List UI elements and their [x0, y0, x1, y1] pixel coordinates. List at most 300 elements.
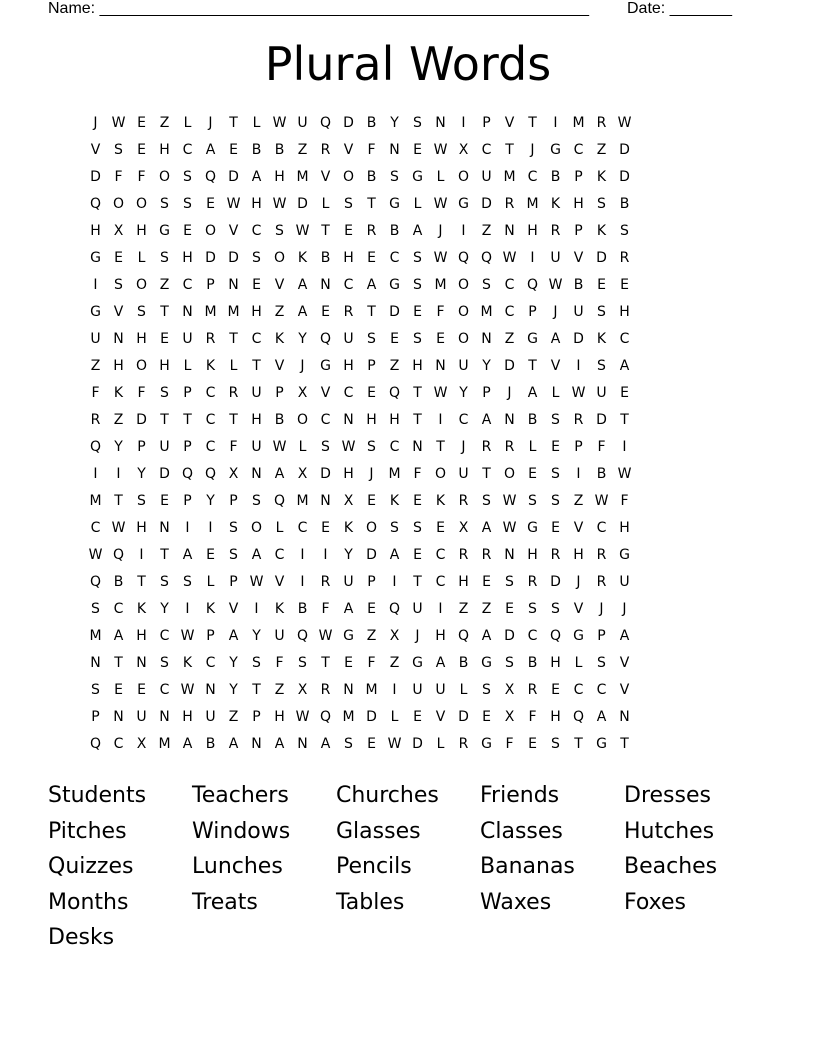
grid-letter[interactable]: Q [89, 196, 102, 212]
grid-letter[interactable]: Y [459, 385, 468, 401]
grid-letter[interactable]: T [367, 304, 376, 320]
grid-letter[interactable]: L [229, 358, 238, 374]
grid-letter[interactable]: P [206, 628, 215, 644]
grid-letter[interactable]: D [320, 466, 331, 482]
grid-letter[interactable]: U [550, 250, 561, 266]
grid-letter[interactable]: P [252, 709, 261, 725]
grid-letter[interactable]: J [415, 628, 420, 644]
grid-letter[interactable]: L [183, 115, 192, 131]
grid-letter[interactable]: K [389, 493, 400, 509]
grid-letter[interactable]: H [573, 196, 584, 212]
grid-letter[interactable]: M [89, 628, 102, 644]
grid-letter[interactable]: G [573, 628, 584, 644]
grid-letter[interactable]: H [619, 520, 630, 536]
grid-letter[interactable]: H [343, 358, 354, 374]
grid-letter[interactable]: X [113, 223, 124, 239]
grid-letter[interactable]: Q [204, 169, 217, 185]
grid-letter[interactable]: K [274, 331, 285, 347]
grid-letter[interactable]: F [275, 655, 284, 671]
grid-letter[interactable]: R [458, 736, 469, 752]
grid-letter[interactable]: N [297, 736, 308, 752]
grid-letter[interactable]: I [300, 547, 305, 563]
grid-letter[interactable]: Z [228, 709, 239, 725]
grid-letter[interactable]: W [617, 466, 632, 482]
grid-letter[interactable]: W [272, 115, 287, 131]
grid-letter[interactable]: P [183, 439, 192, 455]
grid-letter[interactable]: P [367, 358, 376, 374]
grid-letter[interactable]: W [272, 196, 287, 212]
grid-letter[interactable]: N [113, 709, 124, 725]
grid-letter[interactable]: I [461, 115, 466, 131]
grid-letter[interactable]: T [620, 736, 629, 752]
grid-letter[interactable]: N [251, 466, 262, 482]
grid-letter[interactable]: A [274, 736, 285, 752]
grid-letter[interactable]: P [597, 628, 606, 644]
grid-letter[interactable]: G [159, 223, 170, 239]
grid-letter[interactable]: N [343, 412, 354, 428]
grid-letter[interactable]: E [321, 520, 330, 536]
grid-letter[interactable]: Q [112, 547, 125, 563]
grid-letter[interactable]: E [551, 439, 560, 455]
grid-letter[interactable]: W [88, 547, 103, 563]
grid-letter[interactable]: J [553, 304, 558, 320]
grid-letter[interactable]: Q [181, 466, 194, 482]
grid-letter[interactable]: C [527, 169, 538, 185]
grid-letter[interactable]: B [113, 574, 124, 590]
grid-letter[interactable]: N [435, 358, 446, 374]
grid-letter[interactable]: E [413, 304, 422, 320]
grid-letter[interactable]: L [436, 736, 445, 752]
grid-letter[interactable]: W [433, 196, 448, 212]
grid-letter[interactable]: E [413, 493, 422, 509]
grid-letter[interactable]: B [366, 169, 377, 185]
grid-letter[interactable]: A [182, 547, 193, 563]
grid-letter[interactable]: G [389, 196, 400, 212]
grid-letter[interactable]: A [113, 628, 124, 644]
grid-letter[interactable]: Q [296, 628, 309, 644]
grid-letter[interactable]: U [205, 709, 216, 725]
grid-letter[interactable]: H [159, 142, 170, 158]
grid-letter[interactable]: L [321, 196, 330, 212]
grid-letter[interactable]: A [251, 169, 262, 185]
grid-letter[interactable]: D [596, 412, 607, 428]
grid-letter[interactable]: I [392, 574, 397, 590]
grid-letter[interactable]: N [228, 277, 239, 293]
grid-letter[interactable]: A [297, 304, 308, 320]
grid-letter[interactable]: E [229, 142, 238, 158]
grid-letter[interactable]: V [274, 358, 285, 374]
grid-letter[interactable]: K [205, 601, 216, 617]
grid-letter[interactable]: D [481, 196, 492, 212]
grid-letter[interactable]: B [596, 466, 607, 482]
grid-letter[interactable]: B [366, 115, 377, 131]
grid-letter[interactable]: K [596, 223, 607, 239]
grid-letter[interactable]: D [228, 169, 239, 185]
grid-letter[interactable]: T [229, 331, 238, 347]
grid-letter[interactable]: S [367, 331, 376, 347]
grid-letter[interactable]: I [185, 601, 190, 617]
grid-letter[interactable]: C [504, 304, 515, 320]
grid-letter[interactable]: T [114, 493, 123, 509]
grid-letter[interactable]: W [387, 736, 402, 752]
grid-letter[interactable]: C [205, 385, 216, 401]
grid-letter[interactable]: H [366, 412, 377, 428]
grid-letter[interactable]: S [413, 277, 422, 293]
grid-letter[interactable]: D [619, 169, 630, 185]
grid-letter[interactable]: E [597, 277, 606, 293]
grid-letter[interactable]: I [254, 601, 259, 617]
grid-letter[interactable]: C [389, 439, 400, 455]
grid-letter[interactable]: I [530, 250, 535, 266]
grid-letter[interactable]: H [527, 547, 538, 563]
grid-letter[interactable]: E [620, 385, 629, 401]
grid-letter[interactable]: C [251, 331, 262, 347]
grid-letter[interactable]: R [504, 439, 515, 455]
grid-letter[interactable]: A [389, 547, 400, 563]
grid-letter[interactable]: E [390, 331, 399, 347]
grid-letter[interactable]: U [251, 385, 262, 401]
grid-letter[interactable]: Y [229, 682, 238, 698]
grid-letter[interactable]: G [481, 736, 492, 752]
grid-letter[interactable]: H [113, 358, 124, 374]
grid-letter[interactable]: T [528, 358, 537, 374]
grid-letter[interactable]: E [367, 250, 376, 266]
grid-letter[interactable]: D [573, 331, 584, 347]
grid-letter[interactable]: C [205, 655, 216, 671]
grid-letter[interactable]: P [482, 385, 491, 401]
grid-letter[interactable]: T [321, 655, 330, 671]
grid-letter[interactable]: R [90, 412, 101, 428]
grid-letter[interactable]: S [390, 169, 399, 185]
grid-letter[interactable]: P [137, 439, 146, 455]
grid-letter[interactable]: G [619, 547, 630, 563]
grid-letter[interactable]: C [504, 277, 515, 293]
grid-letter[interactable]: E [114, 250, 123, 266]
grid-letter[interactable]: S [91, 682, 100, 698]
grid-letter[interactable]: F [137, 385, 146, 401]
grid-letter[interactable]: G [320, 358, 331, 374]
grid-letter[interactable]: X [343, 493, 354, 509]
grid-letter[interactable]: E [413, 709, 422, 725]
grid-letter[interactable]: E [436, 520, 445, 536]
grid-letter[interactable]: S [482, 277, 491, 293]
grid-letter[interactable]: A [228, 736, 239, 752]
grid-letter[interactable]: T [137, 574, 146, 590]
grid-letter[interactable]: F [436, 304, 445, 320]
grid-letter[interactable]: Q [457, 628, 470, 644]
grid-letter[interactable]: E [367, 493, 376, 509]
grid-letter[interactable]: A [596, 709, 607, 725]
grid-letter[interactable]: Z [458, 601, 469, 617]
grid-letter[interactable]: T [413, 385, 422, 401]
grid-letter[interactable]: W [502, 493, 517, 509]
grid-letter[interactable]: S [183, 196, 192, 212]
grid-letter[interactable]: G [596, 736, 607, 752]
grid-letter[interactable]: P [574, 439, 583, 455]
grid-letter[interactable]: U [159, 439, 170, 455]
grid-letter[interactable]: Z [596, 142, 607, 158]
grid-letter[interactable]: B [389, 223, 400, 239]
grid-letter[interactable]: E [321, 304, 330, 320]
grid-letter[interactable]: S [482, 682, 491, 698]
grid-letter[interactable]: A [481, 520, 492, 536]
grid-letter[interactable]: T [160, 412, 169, 428]
grid-letter[interactable]: Z [389, 655, 400, 671]
grid-letter[interactable]: W [502, 250, 517, 266]
grid-letter[interactable]: S [620, 223, 629, 239]
grid-letter[interactable]: I [461, 223, 466, 239]
grid-letter[interactable]: H [412, 358, 423, 374]
grid-letter[interactable]: H [182, 250, 193, 266]
grid-letter[interactable]: F [321, 601, 330, 617]
grid-letter[interactable]: C [205, 439, 216, 455]
grid-letter[interactable]: G [527, 520, 538, 536]
grid-letter[interactable]: W [433, 385, 448, 401]
grid-letter[interactable]: E [551, 682, 560, 698]
grid-letter[interactable]: A [619, 358, 630, 374]
grid-letter[interactable]: C [481, 142, 492, 158]
grid-letter[interactable]: B [297, 601, 308, 617]
grid-letter[interactable]: I [185, 520, 190, 536]
grid-letter[interactable]: F [505, 736, 514, 752]
grid-letter[interactable]: E [413, 142, 422, 158]
grid-letter[interactable]: E [206, 547, 215, 563]
grid-letter[interactable]: S [551, 466, 560, 482]
grid-letter[interactable]: Q [89, 439, 102, 455]
grid-letter[interactable]: A [343, 601, 354, 617]
grid-letter[interactable]: P [367, 574, 376, 590]
grid-letter[interactable]: H [435, 628, 446, 644]
grid-letter[interactable]: E [137, 142, 146, 158]
grid-letter[interactable]: W [249, 574, 264, 590]
grid-letter[interactable]: D [389, 304, 400, 320]
grid-letter[interactable]: Y [298, 331, 307, 347]
grid-letter[interactable]: S [229, 520, 238, 536]
grid-letter[interactable]: W [272, 439, 287, 455]
grid-letter[interactable]: N [320, 493, 331, 509]
grid-letter[interactable]: N [481, 331, 492, 347]
grid-letter[interactable]: R [504, 196, 515, 212]
grid-letter[interactable]: Q [457, 250, 470, 266]
grid-letter[interactable]: C [343, 277, 354, 293]
grid-letter[interactable]: Q [273, 493, 286, 509]
grid-letter[interactable]: P [229, 493, 238, 509]
grid-letter[interactable]: C [90, 520, 101, 536]
grid-letter[interactable]: Y [344, 547, 353, 563]
grid-letter[interactable]: Z [274, 304, 285, 320]
grid-letter[interactable]: U [136, 709, 147, 725]
grid-letter[interactable]: F [91, 385, 100, 401]
grid-letter[interactable]: V [573, 601, 584, 617]
grid-letter[interactable]: U [343, 574, 354, 590]
grid-letter[interactable]: G [90, 304, 101, 320]
grid-letter[interactable]: R [596, 115, 607, 131]
grid-letter[interactable]: B [274, 412, 285, 428]
grid-letter[interactable]: Z [389, 358, 400, 374]
grid-letter[interactable]: Z [90, 358, 101, 374]
grid-letter[interactable]: S [413, 115, 422, 131]
grid-letter[interactable]: W [226, 196, 241, 212]
grid-letter[interactable]: Z [159, 277, 170, 293]
grid-letter[interactable]: E [344, 655, 353, 671]
grid-letter[interactable]: H [343, 250, 354, 266]
grid-letter[interactable]: H [251, 196, 262, 212]
grid-letter[interactable]: R [596, 574, 607, 590]
grid-letter[interactable]: B [527, 655, 538, 671]
grid-letter[interactable]: J [507, 385, 512, 401]
grid-letter[interactable]: M [480, 304, 493, 320]
grid-letter[interactable]: B [527, 412, 538, 428]
grid-letter[interactable]: E [528, 736, 537, 752]
grid-letter[interactable]: C [435, 547, 446, 563]
grid-letter[interactable]: A [228, 628, 239, 644]
grid-letter[interactable]: T [160, 547, 169, 563]
grid-letter[interactable]: N [504, 547, 515, 563]
grid-letter[interactable]: W [594, 493, 609, 509]
grid-letter[interactable]: T [321, 223, 330, 239]
grid-letter[interactable]: I [323, 547, 328, 563]
grid-letter[interactable]: U [573, 304, 584, 320]
grid-letter[interactable]: H [90, 223, 101, 239]
grid-letter[interactable]: A [182, 736, 193, 752]
grid-letter[interactable]: U [297, 115, 308, 131]
grid-letter[interactable]: W [111, 115, 126, 131]
grid-letter[interactable]: L [436, 169, 445, 185]
grid-letter[interactable]: D [205, 250, 216, 266]
grid-letter[interactable]: V [619, 655, 630, 671]
grid-letter[interactable]: Z [481, 223, 492, 239]
grid-letter[interactable]: S [183, 169, 192, 185]
grid-letter[interactable]: U [412, 682, 423, 698]
grid-letter[interactable]: C [458, 412, 469, 428]
grid-letter[interactable]: G [527, 331, 538, 347]
grid-letter[interactable]: B [205, 736, 216, 752]
grid-letter[interactable]: Z [297, 142, 308, 158]
grid-letter[interactable]: N [136, 655, 147, 671]
grid-letter[interactable]: V [619, 682, 630, 698]
grid-letter[interactable]: Q [388, 385, 401, 401]
grid-letter[interactable]: J [300, 358, 305, 374]
grid-letter[interactable]: C [113, 601, 124, 617]
grid-letter[interactable]: R [481, 439, 492, 455]
grid-letter[interactable]: J [438, 223, 443, 239]
grid-letter[interactable]: S [275, 223, 284, 239]
grid-letter[interactable]: S [413, 331, 422, 347]
grid-letter[interactable]: O [457, 331, 470, 347]
grid-letter[interactable]: J [93, 115, 98, 131]
grid-letter[interactable]: S [551, 601, 560, 617]
grid-letter[interactable]: A [481, 628, 492, 644]
grid-letter[interactable]: A [320, 736, 331, 752]
grid-letter[interactable]: V [320, 169, 331, 185]
grid-letter[interactable]: Q [549, 628, 562, 644]
grid-letter[interactable]: X [458, 520, 469, 536]
grid-letter[interactable]: H [550, 655, 561, 671]
grid-letter[interactable]: D [504, 628, 515, 644]
grid-letter[interactable]: J [599, 601, 604, 617]
grid-letter[interactable]: I [93, 466, 98, 482]
grid-letter[interactable]: Z [274, 682, 285, 698]
grid-letter[interactable]: T [436, 439, 445, 455]
grid-letter[interactable]: F [597, 439, 606, 455]
grid-letter[interactable]: S [551, 736, 560, 752]
grid-letter[interactable]: A [251, 547, 262, 563]
grid-letter[interactable]: W [341, 439, 356, 455]
grid-letter[interactable]: U [458, 466, 469, 482]
grid-letter[interactable]: I [300, 574, 305, 590]
grid-letter[interactable]: A [550, 331, 561, 347]
grid-letter[interactable]: E [137, 682, 146, 698]
grid-letter[interactable]: N [159, 709, 170, 725]
grid-letter[interactable]: S [114, 277, 123, 293]
grid-letter[interactable]: K [596, 169, 607, 185]
grid-letter[interactable]: R [596, 547, 607, 563]
grid-letter[interactable]: L [137, 250, 146, 266]
grid-letter[interactable]: B [619, 196, 630, 212]
grid-letter[interactable]: K [136, 601, 147, 617]
grid-letter[interactable]: A [412, 223, 423, 239]
grid-letter[interactable]: O [503, 466, 516, 482]
grid-letter[interactable]: N [182, 304, 193, 320]
grid-letter[interactable]: I [208, 520, 213, 536]
grid-letter[interactable]: S [505, 655, 514, 671]
grid-letter[interactable]: S [252, 493, 261, 509]
grid-letter[interactable]: C [251, 223, 262, 239]
grid-letter[interactable]: F [413, 466, 422, 482]
grid-letter[interactable]: P [574, 169, 583, 185]
grid-letter[interactable]: L [206, 574, 215, 590]
grid-letter[interactable]: W [433, 250, 448, 266]
grid-letter[interactable]: U [182, 331, 193, 347]
grid-letter[interactable]: L [459, 682, 468, 698]
grid-letter[interactable]: S [229, 547, 238, 563]
grid-letter[interactable]: C [389, 250, 400, 266]
grid-letter[interactable]: V [113, 304, 124, 320]
grid-letter[interactable]: E [252, 277, 261, 293]
grid-letter[interactable]: Y [137, 466, 146, 482]
grid-letter[interactable]: T [505, 142, 514, 158]
grid-letter[interactable]: Z [481, 601, 492, 617]
grid-letter[interactable]: R [458, 547, 469, 563]
grid-letter[interactable]: N [619, 709, 630, 725]
grid-letter[interactable]: M [158, 736, 171, 752]
grid-letter[interactable]: O [250, 520, 263, 536]
grid-letter[interactable]: X [228, 466, 239, 482]
grid-letter[interactable]: O [296, 412, 309, 428]
grid-letter[interactable]: O [434, 466, 447, 482]
grid-letter[interactable]: A [619, 628, 630, 644]
grid-letter[interactable]: M [503, 169, 516, 185]
grid-letter[interactable]: E [114, 682, 123, 698]
grid-letter[interactable]: N [159, 520, 170, 536]
grid-letter[interactable]: C [527, 628, 538, 644]
grid-letter[interactable]: Z [159, 115, 170, 131]
grid-letter[interactable]: W [295, 709, 310, 725]
grid-letter[interactable]: I [576, 466, 581, 482]
grid-letter[interactable]: N [320, 277, 331, 293]
grid-letter[interactable]: Q [89, 736, 102, 752]
grid-letter[interactable]: V [228, 601, 239, 617]
grid-letter[interactable]: G [458, 196, 469, 212]
grid-letter[interactable]: C [596, 520, 607, 536]
grid-letter[interactable]: P [528, 304, 537, 320]
grid-letter[interactable]: M [204, 304, 217, 320]
grid-letter[interactable]: V [343, 142, 354, 158]
grid-letter[interactable]: K [205, 358, 216, 374]
grid-letter[interactable]: R [481, 547, 492, 563]
grid-letter[interactable]: S [482, 493, 491, 509]
grid-letter[interactable]: S [137, 304, 146, 320]
